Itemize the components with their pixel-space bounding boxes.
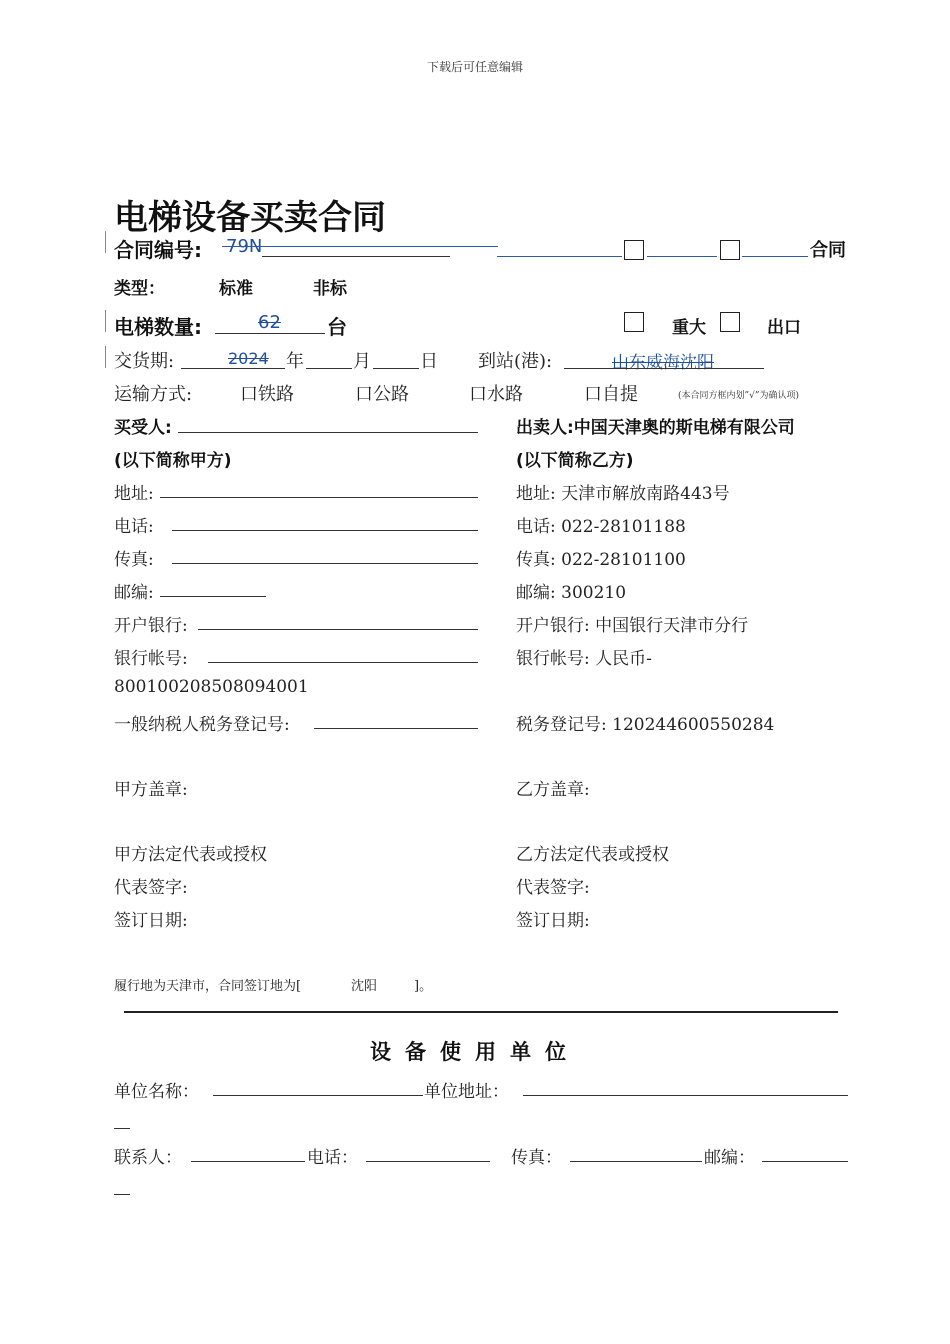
place-prefix: 履行地为天津市，合同签订地为[ xyxy=(114,979,302,994)
seller-address: 地址: 天津市解放南路443号 xyxy=(516,484,730,504)
buyer-phone: 电话: xyxy=(114,517,154,537)
buyer-address-line xyxy=(160,497,478,498)
year-underline xyxy=(181,368,285,369)
contract-no-blue-line xyxy=(742,256,808,257)
seller-account-cont: 800100208508094001 xyxy=(114,677,309,697)
buyer-address: 地址: xyxy=(114,484,154,504)
delivery-month: 月 xyxy=(353,351,371,372)
buyer-tax: 一般纳税人税务登记号: xyxy=(114,715,290,735)
unit-phone-label: 电话： xyxy=(307,1148,358,1168)
unit-addr-line[interactable] xyxy=(523,1095,848,1096)
buyer-bank: 开户银行: xyxy=(114,616,188,636)
contract-no-label: 合同编号: xyxy=(114,238,202,262)
seller-zip: 邮编: 300210 xyxy=(516,583,627,603)
checkbox[interactable] xyxy=(720,240,740,260)
delivery-year: 年 xyxy=(286,351,304,372)
transport-label: 运输方式: xyxy=(114,384,193,405)
station-label: 到站(港): xyxy=(478,351,553,372)
buyer-rep1: 甲方法定代表或授权 xyxy=(114,845,267,865)
buyer-fax-line xyxy=(172,563,478,564)
buyer-tax-line xyxy=(314,728,478,729)
contract-title: 电梯设备买卖合同 xyxy=(114,198,386,238)
unit-name-label: 单位名称： xyxy=(114,1082,199,1102)
seller-bank: 开户银行: 中国银行天津市分行 xyxy=(516,616,749,636)
month-underline xyxy=(306,368,352,369)
transport-rail[interactable]: 口铁路 xyxy=(240,384,294,405)
buyer-account: 银行帐号: xyxy=(114,649,188,669)
buyer-title: 买受人: xyxy=(114,418,172,438)
seller-tax: 税务登记号: 120244600550284 xyxy=(516,715,775,735)
unit-fax-line[interactable] xyxy=(570,1161,702,1162)
quantity-underline xyxy=(215,333,325,334)
download-note: 下载后可任意编辑 xyxy=(426,60,523,74)
unit-zip-line-cont xyxy=(114,1194,130,1195)
type-nonstandard: 非标 xyxy=(313,279,347,299)
unit-phone-line[interactable] xyxy=(366,1161,490,1162)
margin-bar xyxy=(105,346,106,368)
seller-alias: (以下简称乙方) xyxy=(516,451,634,471)
unit-addr-label: 单位地址： xyxy=(424,1082,509,1102)
station-value[interactable]: 山东威海沈阳 xyxy=(612,353,714,373)
seller-phone: 电话: 022-28101188 xyxy=(516,517,686,537)
seller-title: 出卖人:中国天津奥的斯电梯有限公司 xyxy=(516,418,795,438)
buyer-seal: 甲方盖章: xyxy=(114,780,188,800)
quantity-unit: 台 xyxy=(327,315,347,339)
seller-date: 签订日期: xyxy=(516,911,590,931)
checkbox-major[interactable] xyxy=(624,312,644,332)
transport-note: (本合同方框内划”√”为确认项) xyxy=(678,391,799,401)
checkbox[interactable] xyxy=(624,240,644,260)
buyer-phone-line xyxy=(172,530,478,531)
transport-road[interactable]: 口公路 xyxy=(355,384,409,405)
unit-zip-label: 邮编： xyxy=(704,1148,755,1168)
contract-no-blue-line xyxy=(497,256,622,257)
checkbox-export[interactable] xyxy=(720,312,740,332)
user-unit-title: 设备使用单位 xyxy=(370,1040,580,1064)
transport-water[interactable]: 口水路 xyxy=(469,384,523,405)
place-city: 沈阳 xyxy=(351,979,378,994)
unit-name-line[interactable] xyxy=(213,1095,423,1096)
contract-no-value[interactable]: 79N xyxy=(226,236,263,257)
quantity-label: 电梯数量: xyxy=(114,315,202,339)
margin-bar xyxy=(105,310,106,332)
contract-no-strike-line xyxy=(222,246,498,247)
seller-rep1: 乙方法定代表或授权 xyxy=(516,845,669,865)
delivery-day: 日 xyxy=(420,351,438,372)
buyer-date: 签订日期: xyxy=(114,911,188,931)
buyer-rep2: 代表签字: xyxy=(114,878,188,898)
seller-account: 银行帐号: 人民币- xyxy=(516,649,652,669)
contract-no-blue-line xyxy=(647,256,717,257)
unit-fax-label: 传真： xyxy=(511,1148,562,1168)
buyer-account-line xyxy=(208,662,478,663)
type-standard: 标准 xyxy=(219,279,253,299)
buyer-fax: 传真: xyxy=(114,550,154,570)
contract-no-underline xyxy=(262,256,450,257)
seller-seal: 乙方盖章: xyxy=(516,780,590,800)
type-major: 重大 xyxy=(672,318,706,338)
contract-no-suffix: 合同 xyxy=(810,240,846,261)
buyer-alias: (以下简称甲方) xyxy=(114,451,232,471)
section-divider xyxy=(124,1011,838,1013)
station-underline xyxy=(564,368,764,369)
type-label: 类型： xyxy=(114,279,165,299)
unit-zip-line[interactable] xyxy=(762,1161,848,1162)
seller-fax: 传真: 022-28101100 xyxy=(516,550,686,570)
buyer-bank-line xyxy=(198,629,478,630)
delivery-label: 交货期: xyxy=(114,351,175,372)
quantity-value[interactable]: 62 xyxy=(258,312,281,333)
buyer-zip: 邮编: xyxy=(114,583,154,603)
place-suffix: ]。 xyxy=(414,979,433,994)
contact-label: 联系人： xyxy=(114,1148,182,1168)
buyer-underline xyxy=(178,432,478,433)
type-export: 出口 xyxy=(767,318,801,338)
delivery-year-value[interactable]: 2024 xyxy=(228,349,269,368)
buyer-zip-line xyxy=(160,596,266,597)
transport-self[interactable]: 口自提 xyxy=(584,384,638,405)
day-underline xyxy=(373,368,419,369)
contact-line[interactable] xyxy=(191,1161,305,1162)
unit-addr-line-cont xyxy=(114,1128,130,1129)
seller-rep2: 代表签字: xyxy=(516,878,590,898)
margin-bar xyxy=(105,231,106,253)
